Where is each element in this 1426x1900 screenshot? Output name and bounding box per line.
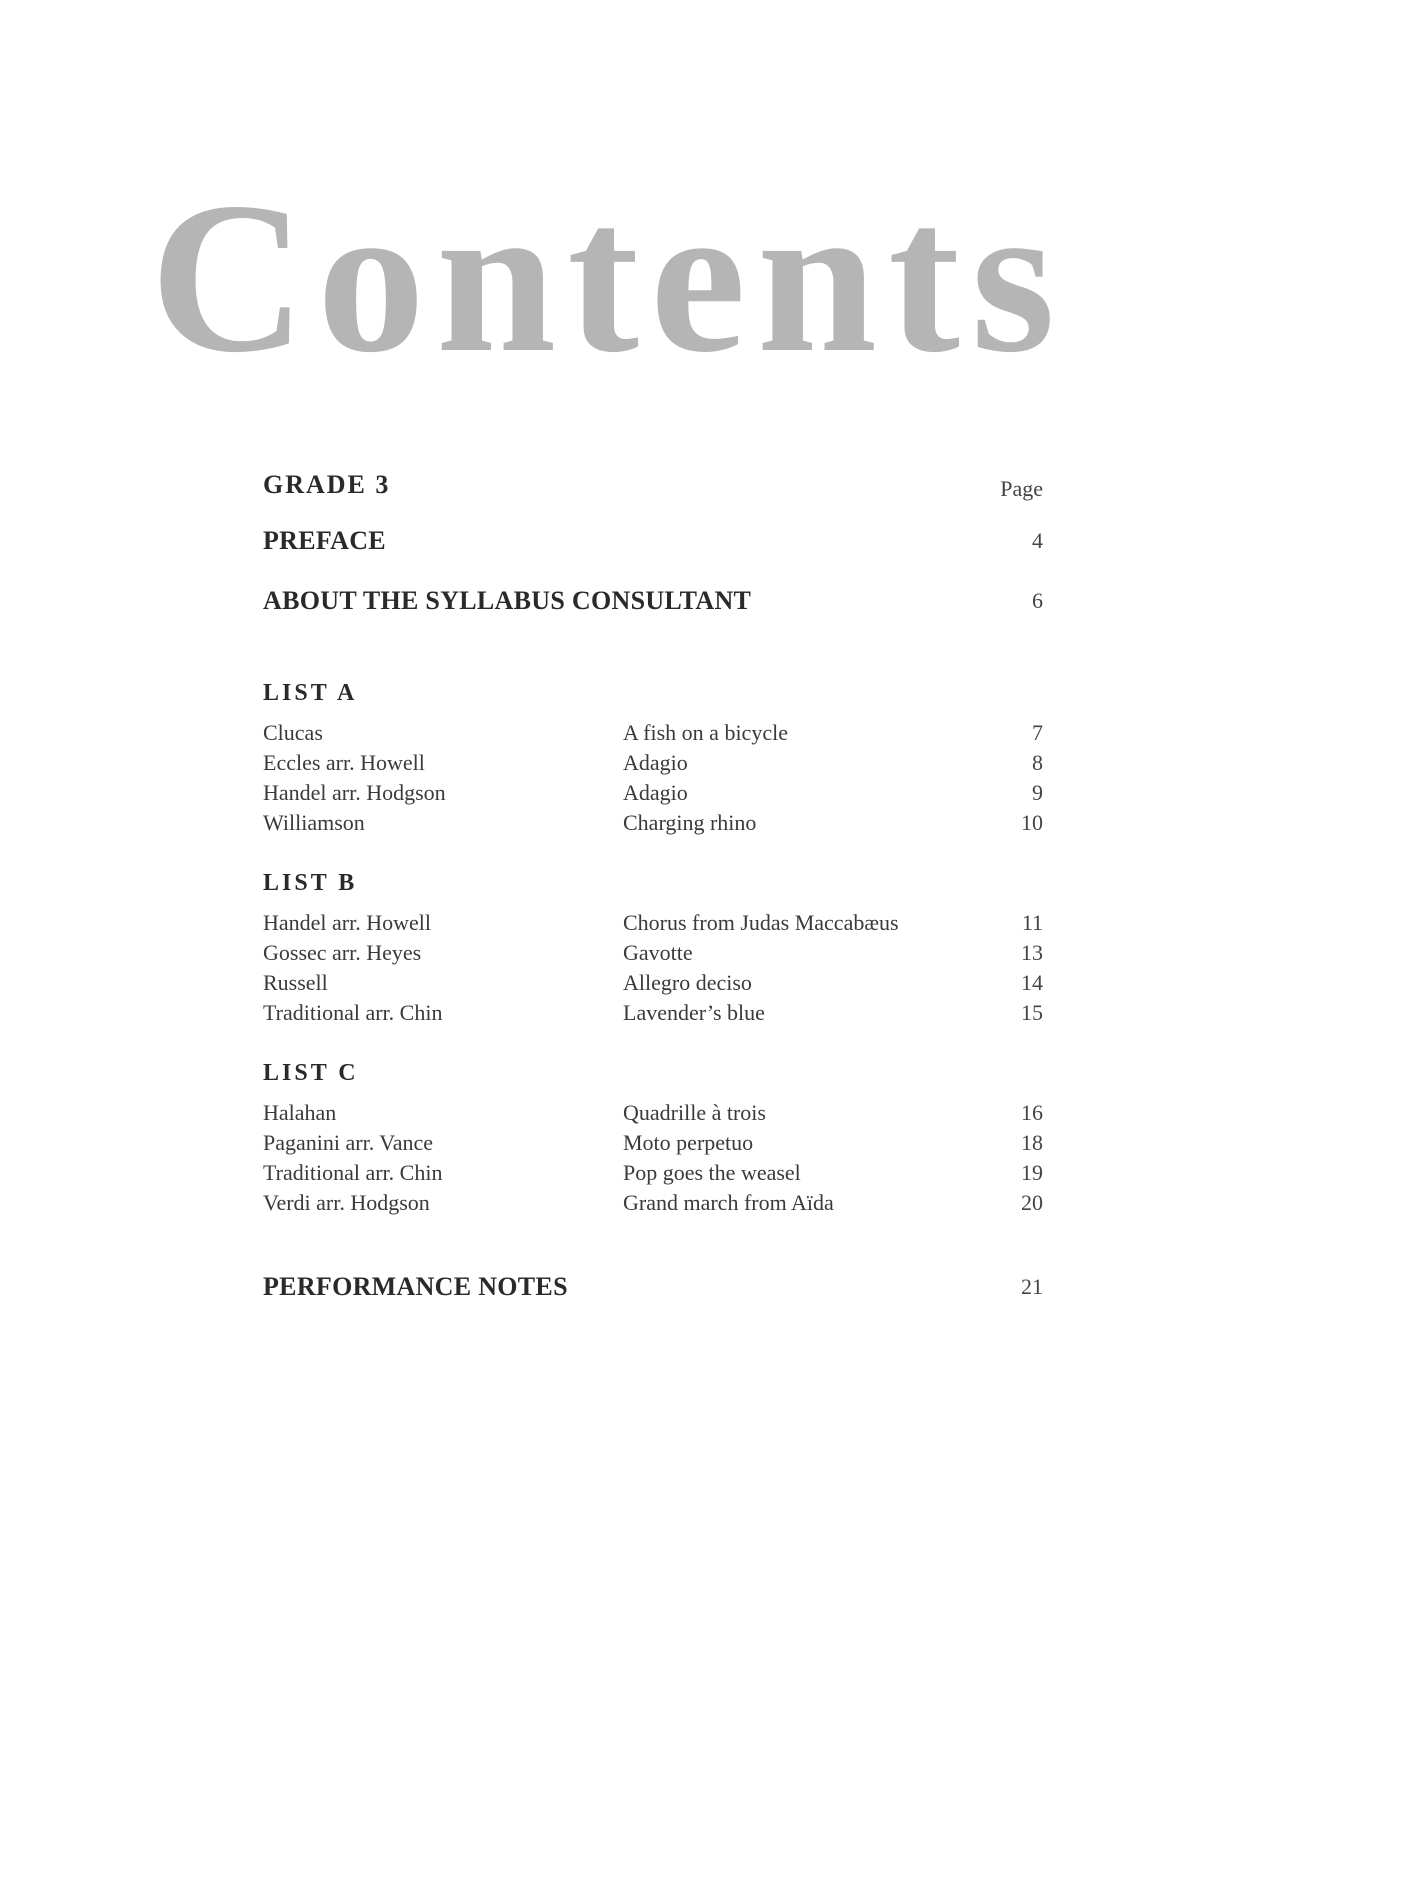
list-heading: LIST C bbox=[263, 1060, 359, 1086]
list-item[interactable] bbox=[263, 970, 1043, 1000]
page-number: 21 bbox=[1021, 1274, 1043, 1299]
composer: Handel arr. Hodgson bbox=[263, 780, 446, 805]
composer: Verdi arr. Hodgson bbox=[263, 1190, 430, 1215]
piece-title: Lavender’s blue bbox=[623, 1000, 765, 1025]
composer: Clucas bbox=[263, 720, 323, 745]
list-item[interactable] bbox=[263, 910, 1043, 940]
page-number: 15 bbox=[1021, 1000, 1043, 1025]
grade-label: GRADE 3 bbox=[263, 470, 391, 499]
list-heading: LIST B bbox=[263, 870, 358, 896]
page-number: 20 bbox=[1021, 1190, 1043, 1215]
section-label: PREFACE bbox=[263, 526, 386, 555]
list-item[interactable] bbox=[263, 1000, 1043, 1030]
composer: Traditional arr. Chin bbox=[263, 1160, 443, 1185]
list-item[interactable] bbox=[263, 1130, 1043, 1160]
toc-entry-performance-notes[interactable] bbox=[263, 1272, 1043, 1332]
piece-title: Chorus from Judas Maccabæus bbox=[623, 910, 899, 935]
list-item[interactable] bbox=[263, 1190, 1043, 1220]
list-a-heading-row bbox=[263, 680, 1043, 720]
list-item[interactable] bbox=[263, 750, 1043, 780]
composer: Eccles arr. Howell bbox=[263, 750, 425, 775]
page-number: 7 bbox=[1032, 720, 1043, 745]
page-number: 6 bbox=[1032, 588, 1043, 613]
toc-entry-about-consultant[interactable] bbox=[263, 586, 1043, 646]
piece-title: Grand march from Aïda bbox=[623, 1190, 834, 1215]
list-item[interactable] bbox=[263, 940, 1043, 970]
page-number: 10 bbox=[1021, 810, 1043, 835]
page-number: 16 bbox=[1021, 1100, 1043, 1125]
list-item[interactable] bbox=[263, 1100, 1043, 1130]
section-label: ABOUT THE SYLLABUS CONSULTANT bbox=[263, 586, 752, 615]
composer: Gossec arr. Heyes bbox=[263, 940, 422, 965]
composer: Handel arr. Howell bbox=[263, 910, 431, 935]
section-label: PERFORMANCE NOTES bbox=[263, 1272, 568, 1301]
page-number: 19 bbox=[1021, 1160, 1043, 1185]
piece-title: Charging rhino bbox=[623, 810, 757, 835]
composer: Halahan bbox=[263, 1100, 337, 1125]
list-item[interactable] bbox=[263, 780, 1043, 810]
piece-title: Quadrille à trois bbox=[623, 1100, 766, 1125]
list-c-heading-row bbox=[263, 1060, 1043, 1100]
page-number: 18 bbox=[1021, 1130, 1043, 1155]
list-heading: LIST A bbox=[263, 680, 358, 706]
page-number: 13 bbox=[1021, 940, 1043, 965]
composer: Traditional arr. Chin bbox=[263, 1000, 443, 1025]
page-title: Contents bbox=[150, 158, 1067, 397]
composer: Paganini arr. Vance bbox=[263, 1130, 434, 1155]
composer: Williamson bbox=[263, 810, 365, 835]
page-number: 9 bbox=[1032, 780, 1043, 805]
piece-title: A fish on a bicycle bbox=[623, 720, 788, 745]
page-number: 4 bbox=[1032, 528, 1043, 553]
list-b-heading-row bbox=[263, 870, 1043, 910]
piece-title: Moto perpetuo bbox=[623, 1130, 754, 1155]
piece-title: Pop goes the weasel bbox=[623, 1160, 801, 1185]
page-number: 14 bbox=[1021, 970, 1043, 995]
page-number: 8 bbox=[1032, 750, 1043, 775]
list-item[interactable] bbox=[263, 1160, 1043, 1190]
toc-entry-preface[interactable] bbox=[263, 526, 1043, 586]
list-item[interactable] bbox=[263, 720, 1043, 750]
page-number: 11 bbox=[1021, 910, 1043, 935]
list-item[interactable] bbox=[263, 810, 1043, 840]
piece-title: Gavotte bbox=[623, 940, 693, 965]
grade-header-row bbox=[263, 470, 1043, 526]
piece-title: Allegro deciso bbox=[623, 970, 752, 995]
piece-title: Adagio bbox=[623, 750, 688, 775]
piece-title: Adagio bbox=[623, 780, 688, 805]
table-of-contents bbox=[263, 470, 1043, 1332]
composer: Russell bbox=[263, 970, 328, 995]
page-column-label: Page bbox=[1000, 476, 1043, 501]
